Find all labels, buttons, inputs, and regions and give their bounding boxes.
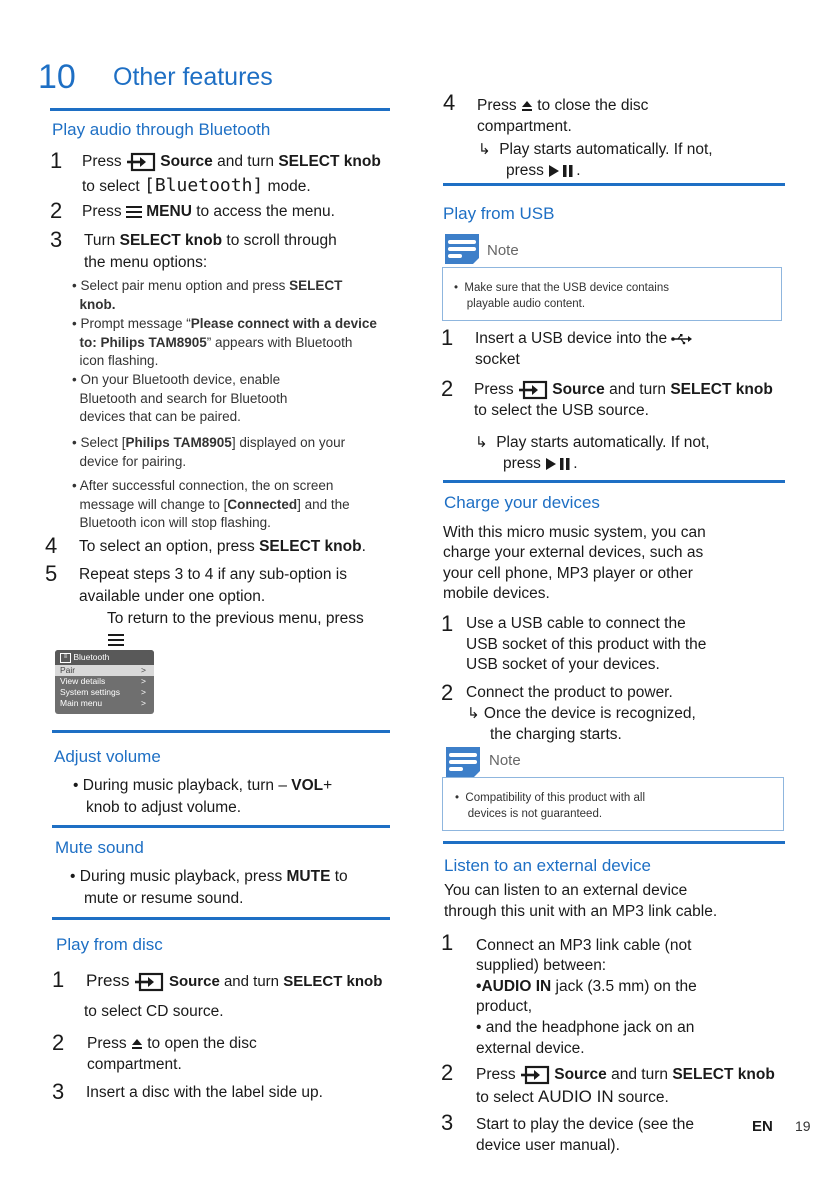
charge-step-1-line3: USB socket of your devices. (466, 656, 660, 673)
section-title-charge: Charge your devices (444, 493, 600, 512)
charge-note-text: • Compatibility of this product with all devices is not guaranteed. (455, 792, 646, 820)
external-intro-1: You can listen to an external device (444, 882, 688, 899)
step-number: 2 (441, 680, 454, 705)
step-number: 2 (52, 1030, 65, 1055)
external-step-1-line2: supplied) between: (476, 957, 607, 974)
external-step-1-line5: • and the headphone jack on an (476, 1019, 695, 1036)
disc-step-4-line2: compartment. (477, 118, 572, 135)
bt-step-5: Repeat steps 3 to 4 if any sub-option is (79, 566, 347, 583)
bt-step-1: Press Source and turn SELECT knob (82, 153, 381, 170)
bluetooth-menu-screen (55, 650, 154, 714)
result-arrow-icon: ↳ (478, 141, 491, 158)
usb-step-1-line2: socket (475, 351, 520, 368)
step-number: 4 (443, 90, 456, 115)
charge-intro-2: charge your external devices, such as (443, 544, 704, 561)
usb-step-2-line2: to select the USB source. (474, 402, 649, 419)
section-title-usb: Play from USB (443, 204, 555, 223)
charge-intro-3: your cell phone, MP3 player or other (443, 565, 693, 582)
disc-step-4: Press to close the disc (477, 97, 649, 114)
charge-step-2-result: ↳ Once the device is recognized, (467, 705, 696, 722)
page-number: 19 (795, 1118, 811, 1134)
section-title-mute: Mute sound (55, 838, 144, 857)
bt-bullet-2: • Prompt message “Please connect with a device to: Philips TAM8905” appears with Bluetooth icon flashing. (72, 316, 377, 368)
chapter-number: 10 (38, 58, 76, 96)
charge-step-2-result-line2: the charging starts. (490, 726, 622, 743)
bt-step-5-line2: available under one option. (79, 588, 266, 605)
step-number: 2 (441, 376, 454, 401)
volume-text-line2: knob to adjust volume. (86, 799, 242, 816)
usb-note-text: • Make sure that the USB device contains playable audio content. (454, 282, 669, 310)
charge-step-2: Connect the product to power. (466, 684, 673, 701)
bt-step-4: To select an option, press SELECT knob. (79, 538, 366, 555)
section-title-disc: Play from disc (56, 935, 163, 954)
external-step-2-line2: to select AUDIO IN source. (476, 1087, 669, 1106)
section-rule (443, 183, 785, 186)
step-number: 1 (441, 930, 454, 955)
mute-text-line2: mute or resume sound. (84, 890, 244, 907)
disc-step-1-line2: to select CD source. (84, 1003, 224, 1020)
external-step-3-line2: device user manual). (476, 1137, 620, 1154)
disc-step-1: Press Source and turn SELECT knob (86, 971, 383, 990)
note-icon (445, 234, 479, 264)
bt-step-3: Turn SELECT knob to scroll through (84, 232, 337, 249)
note-icon (446, 747, 480, 777)
list-icon: ≡ (60, 653, 71, 663)
external-step-3: Start to play the device (see the (476, 1116, 694, 1133)
bt-bullet-1: • Select pair menu option and press SELECT knob. (72, 278, 343, 312)
note-label: Note (489, 752, 521, 769)
source-icon (520, 1065, 550, 1085)
section-rule (52, 825, 390, 828)
bt-step-2: Press MENU to access the menu. (82, 203, 335, 220)
usb-icon (671, 333, 693, 345)
bt-bullet-3: • On your Bluetooth device, enable Bluetooth and search for Bluetooth devices that can be paired. (72, 372, 288, 424)
note-label: Note (487, 242, 519, 259)
menu-icon (108, 633, 124, 647)
source-icon (134, 972, 164, 992)
language-code: EN (752, 1118, 773, 1135)
bt-return-text: To return to the previous menu, press (107, 610, 364, 627)
section-rule (50, 108, 390, 111)
screen-row-view-details: View details > (60, 676, 146, 686)
step-number: 5 (45, 561, 58, 586)
section-title-volume: Adjust volume (54, 747, 161, 766)
source-icon (518, 380, 548, 400)
external-step-1-line4: product, (476, 998, 533, 1015)
disc-step-2-line2: compartment. (87, 1056, 182, 1073)
section-rule (443, 480, 785, 483)
result-arrow-icon: ↳ (475, 434, 488, 451)
charge-intro-4: mobile devices. (443, 585, 550, 602)
section-title-bluetooth: Play audio through Bluetooth (52, 120, 271, 139)
step-number: 1 (50, 148, 63, 173)
charge-step-1: Use a USB cable to connect the (466, 615, 686, 632)
disc-step-3: Insert a disc with the label side up. (86, 1084, 323, 1101)
menu-icon (126, 205, 142, 219)
step-number: 1 (441, 325, 454, 350)
step-number: 2 (441, 1060, 454, 1085)
usb-step-2: Press Source and turn SELECT knob (474, 381, 773, 398)
play-pause-icon (545, 457, 573, 471)
usb-result: ↳ Play starts automatically. If not, (475, 434, 710, 451)
bt-step-3-line2: the menu options: (84, 254, 208, 271)
eject-icon (521, 100, 533, 112)
volume-text: • During music playback, turn – VOL+ (73, 777, 333, 794)
section-rule (52, 730, 390, 733)
eject-icon (131, 1038, 143, 1050)
usb-result-line2: press . (503, 455, 578, 472)
disc-step-4-result: ↳ Play starts automatically. If not, (478, 141, 713, 158)
bt-step-1-line2: to select [Bluetooth] mode. (82, 175, 311, 196)
chapter-title: Other features (113, 63, 273, 91)
usb-step-1: Insert a USB device into the (475, 328, 693, 349)
screen-row-pair: Pair > (55, 665, 154, 676)
disc-step-4-result-line2: press . (506, 162, 581, 179)
external-step-1: Connect an MP3 link cable (not (476, 937, 692, 954)
step-number: 3 (50, 227, 63, 252)
external-intro-2: through this unit with an MP3 link cable. (444, 903, 718, 920)
result-arrow-icon: ↳ (467, 705, 480, 722)
charge-step-1-line2: USB socket of this product with the (466, 636, 707, 653)
step-number: 3 (441, 1110, 454, 1135)
disc-step-2: Press to open the disc (87, 1035, 257, 1052)
section-title-external: Listen to an external device (444, 856, 651, 875)
bt-bullet-4: • Select [Philips TAM8905] displayed on your device for pairing. (72, 435, 346, 469)
charge-intro-1: With this micro music system, you can (443, 524, 706, 541)
play-pause-icon (548, 164, 576, 178)
mute-text: • During music playback, press MUTE to (70, 868, 348, 885)
step-number: 1 (52, 967, 65, 992)
step-number: 2 (50, 198, 63, 223)
screen-row-system-settings: System settings > (60, 687, 146, 697)
section-rule (52, 917, 390, 920)
screen-header: ≡ Bluetooth (55, 650, 154, 665)
section-rule (443, 841, 785, 844)
screen-row-main-menu: Main menu > (60, 698, 146, 708)
bt-bullet-5: • After successful connection, the on screen message will change to [Connected] and the Bluetooth icon will stop flashing. (72, 478, 350, 530)
source-icon (126, 152, 156, 172)
external-step-2: Press Source and turn SELECT knob (476, 1066, 775, 1083)
external-step-1-line3: •AUDIO IN jack (3.5 mm) on the (476, 978, 697, 995)
step-number: 3 (52, 1079, 65, 1104)
step-number: 1 (441, 611, 454, 636)
external-step-1-line6: external device. (476, 1040, 585, 1057)
step-number: 4 (45, 533, 58, 558)
